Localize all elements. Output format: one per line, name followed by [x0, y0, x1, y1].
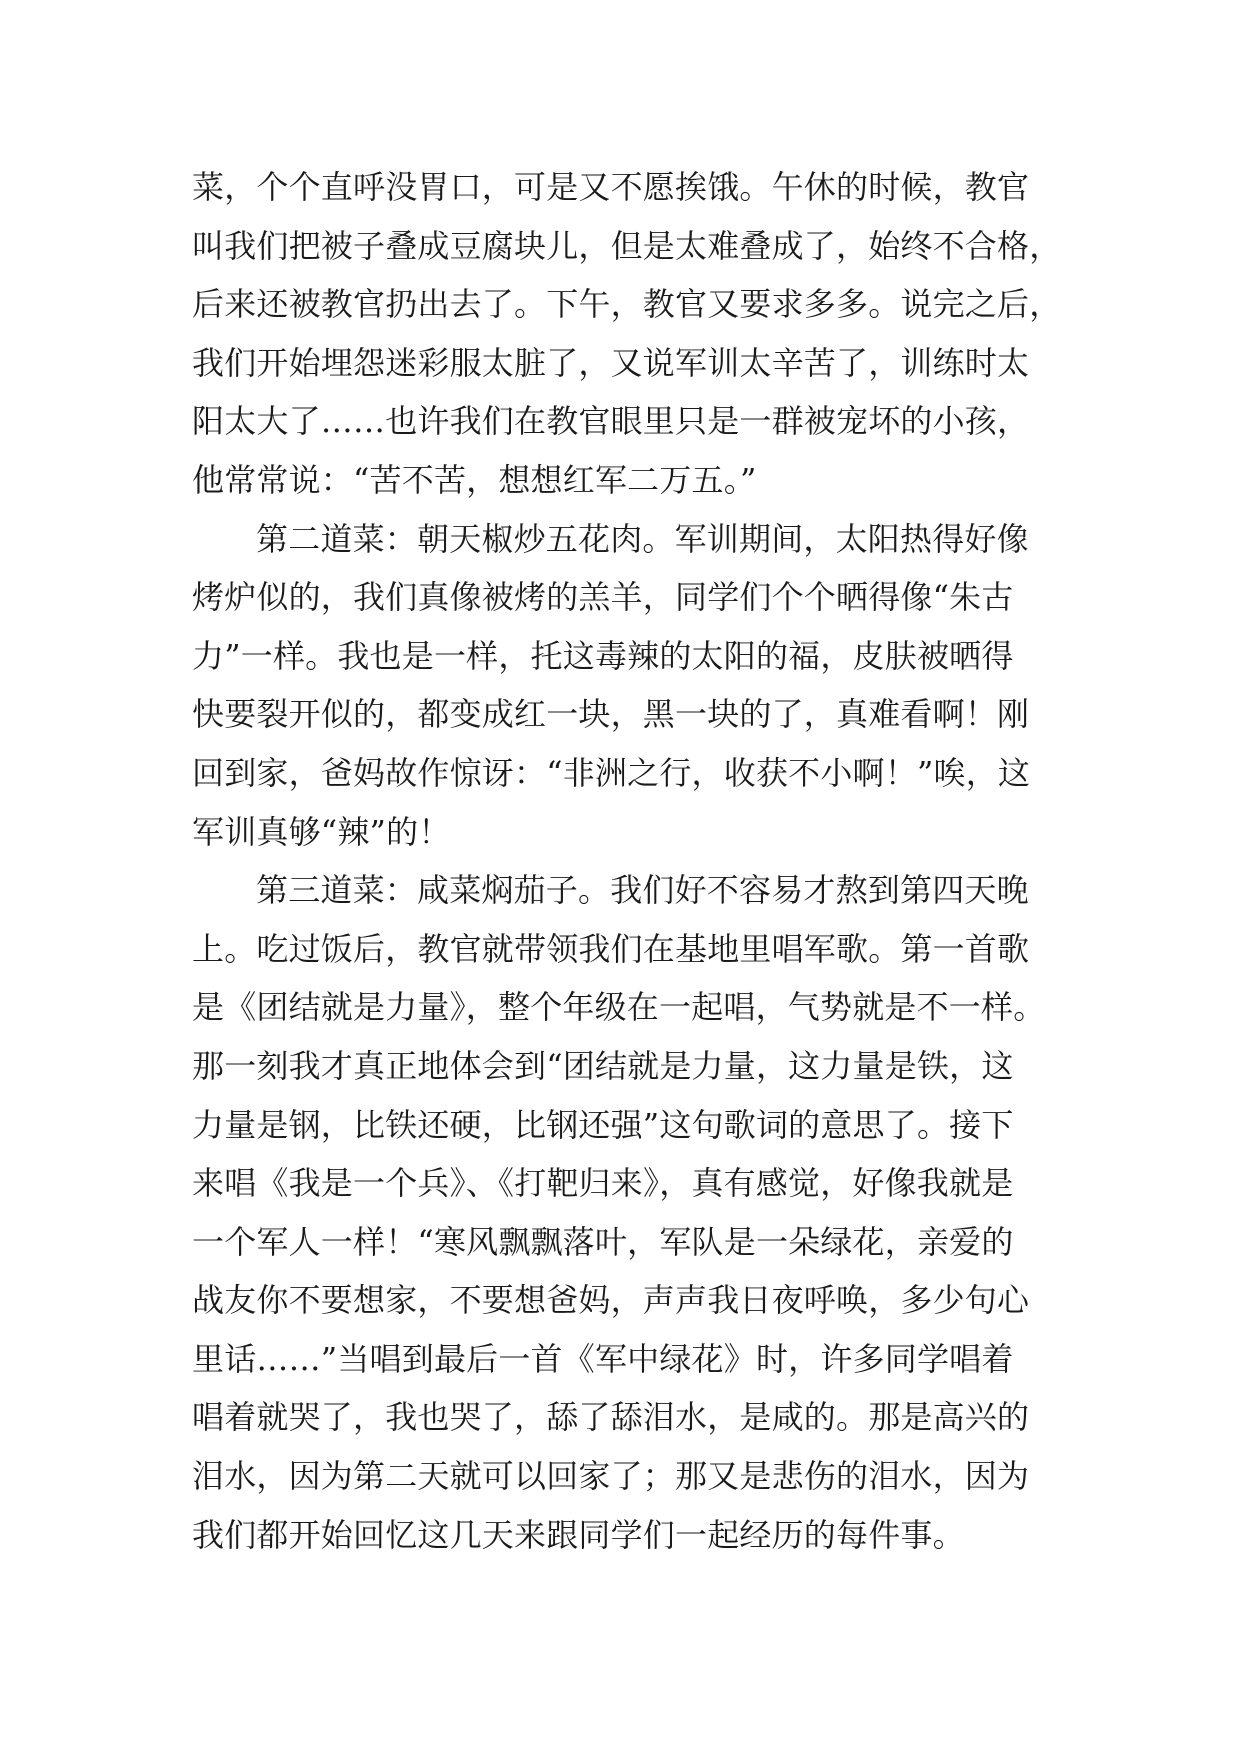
- text-line-3: 后来还被教官扔出去了。下午，教官又要求多多。说完之后，: [192, 285, 1062, 324]
- text-line-19: 一个军人一样！“寒风飘飘落叶，军队是一朵绿花，亲爱的: [192, 1222, 1014, 1261]
- paragraph-3-start: 第三道菜：咸菜焖茄子。我们好不容易才熬到第四天晚: [256, 871, 1029, 910]
- body-text: [192, 158, 1072, 1564]
- text-line-12: 军训真够“辣”的！: [192, 812, 451, 851]
- text-line-21: 里话……”当唱到最后一首《军中绿花》时，许多同学唱着: [192, 1339, 1014, 1378]
- text-line-24: 我们都开始回忆这几天来跟同学们一起经历的每件事。: [192, 1515, 965, 1554]
- text-line-6: 他常常说：“苦不苦，想想红军二万五。”: [192, 460, 757, 499]
- text-line-8: 烤炉似的，我们真像被烤的羔羊，同学们个个晒得像“朱古: [192, 578, 1014, 617]
- text-line-10: 快要裂开似的，都变成红一块，黑一块的了，真难看啊！刚: [192, 695, 1030, 734]
- text-line-20: 战友你不要想家，不要想爸妈，声声我日夜呼唤，多少句心: [192, 1281, 1030, 1320]
- text-line-2: 叫我们把被子叠成豆腐块儿，但是太难叠成了，始终不合格，: [192, 226, 1062, 265]
- text-line-5: 阳太大了……也许我们在教官眼里只是一群被宠坏的小孩，: [192, 402, 1030, 441]
- paragraph-2-start: 第二道菜：朝天椒炒五花肉。军训期间，太阳热得好像: [256, 519, 1029, 558]
- text-line-18: 来唱《我是一个兵》、《打靶归来》，真有感觉，好像我就是: [192, 1164, 1014, 1203]
- text-line-15: 是《团结就是力量》，整个年级在一起唱，气势就是不一样。: [192, 988, 1046, 1027]
- text-line-17: 力量是钢，比铁还硬，比钢还强”这句歌词的意思了。接下: [192, 1105, 1014, 1144]
- text-line-14: 上。吃过饭后，教官就带领我们在基地里唱军歌。第一首歌: [192, 929, 1030, 968]
- text-line-11: 回到家，爸妈故作惊讶：“非洲之行，收获不小啊！”唉，这: [192, 753, 1031, 792]
- text-line-9: 力”一样。我也是一样，托这毒辣的太阳的福，皮肤被晒得: [192, 636, 1014, 675]
- text-line-22: 唱着就哭了，我也哭了，舔了舔泪水，是咸的。那是高兴的: [192, 1398, 1030, 1437]
- text-line-23: 泪水，因为第二天就可以回家了；那又是悲伤的泪水，因为: [192, 1457, 1030, 1496]
- text-line-4: 我们开始埋怨迷彩服太脏了，又说军训太辛苦了，训练时太: [192, 343, 1030, 382]
- text-line-16: 那一刻我才真正地体会到“团结就是力量，这力量是铁，这: [192, 1046, 1014, 1085]
- text-line-1: 菜，个个直呼没胃口，可是又不愿挨饿。午休的时候，教官: [192, 168, 1030, 206]
